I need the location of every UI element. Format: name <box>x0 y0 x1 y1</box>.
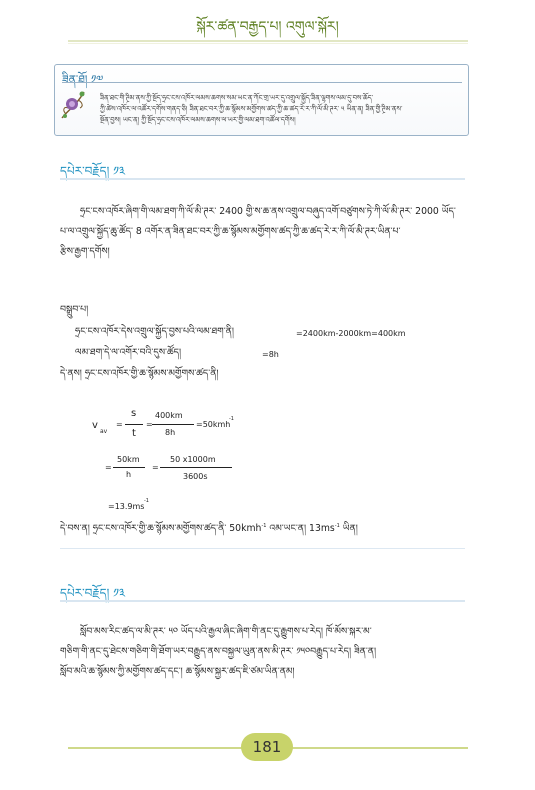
example-1-title: དཔེར་བརྗོད། ༡༣ <box>60 164 126 178</box>
conclusion-value-ms: 13ms <box>309 523 335 535</box>
formula-equals: = <box>116 420 123 429</box>
solution-step-1: ཧྲང་ངས་འཁོར་དེས་འགྲུལ་སྐྱོད་བྱས་པའི་ལམ་ཐག་ནི། <box>75 326 234 337</box>
example-2-divider <box>60 600 465 602</box>
formula-50km: 50km <box>117 455 140 464</box>
note-text <box>100 93 460 126</box>
header-divider-thin <box>68 43 468 44</box>
page-number: 181 <box>241 733 293 761</box>
note-label: ཟིན་ཐོ། ༡༧ <box>62 73 104 86</box>
solution-step-2: ལམ་ཐག་དེ་ལ་འགོར་བའི་དུས་ཚོད། <box>75 347 182 358</box>
running-header: སྐོར་ཚན་བརྒྱད་པ། འགུལ་སྐོར། <box>196 19 339 35</box>
formula-v: v <box>92 420 98 431</box>
formula-t: t <box>132 428 136 439</box>
formula-h: h <box>126 470 132 479</box>
formula-result-kmh: =50kmh <box>196 420 231 429</box>
example-1-divider <box>60 178 465 180</box>
formula-av-subscript: av <box>100 428 108 435</box>
note-line: ཀྱི་ཚེས་འཁོར་ལ་འཚོར་དགོས་གནད་ཅི། ཟིན་ཐང་བར་ཀྱི་ཆ་སྙོམས་མགྱོགས་ཚད་ཀྱི་ཆ་ཚད་རེ་ར་ཀི་ལོ་མི་ཊར་ ༥ ཡིན་ན། ཟིན་གྱི་ཊྲིམ་ནས་ <box>100 105 403 113</box>
formula-numerator: 50 x1000m <box>170 455 216 464</box>
conclusion-exponent: -1 <box>261 523 267 529</box>
fraction-bar <box>160 467 232 468</box>
formula-equals: = <box>152 463 159 472</box>
header-divider <box>68 40 468 42</box>
fraction-bar <box>125 424 143 425</box>
formula-equals: = <box>146 420 153 429</box>
conclusion-exponent: -1 <box>334 523 340 529</box>
example-1-line: པ་ལ་འགྲུལ་སྐྱོད་ཆུ་ཚོད་ 8 འགོར་ན་ཟིན་ཐང་བར་ཀྱི་ཆ་སྙོམས་མགྱོགས་ཚད་ཀྱི་ཆ་ཚད་རེ་ར་ཀི་ལོ་མི་ཊར་ཡིན་པ་ <box>60 226 401 237</box>
example-2-line: སློབ་མས་རིང་ཚད་ལ་མི་ཊར་ ༥༠ ཡོད་པའི་རྒྱལ་ཞིང་ཞིག་གི་ནང་དུ་རྒྱུགས་པ་རེད། ཁོ་མོས་སྐར་མ་ <box>80 626 372 637</box>
example-2-line: གཅིག་གི་ནང་དུ་ཐེངས་གཅིག་གི་ཐོག་ཡར་བརྒྱུད་ནས་བསྐྱལ་ཡུན་ནས་མི་ཊར་ ༡༥༠བརྒྱུད་པ་རེད། ཟིན་ན། <box>60 646 377 657</box>
formula-exponent: -1 <box>229 416 234 422</box>
example-1-end-divider <box>60 548 465 549</box>
solution-step-3: དེ་ནས། ཧྲང་ངས་འཁོར་གྱི་ཆ་སྙོམས་མགྱོགས་ཚད་ནི། <box>60 368 219 379</box>
example-1-line: ཧྲང་ངས་འཁོར་ཞིག་གི་ལམ་ཐག་ཀི་ལོ་མི་ཊར་ 2400 གྱི་ས་ཆ་ནས་འགྲུལ་བཞུད་འགོ་བཙུགས་ཏེ་ཀི་ལོ་མི་ཊར་ 2000 ཡོད་ <box>80 206 456 217</box>
conclusion-text: དེ་བས་ན། ཧྲང་ངས་འཁོར་གྱི་ཆ་སྙོམས་མགྱོགས་ཚད་ནི་ <box>60 523 227 535</box>
solution-step-1-value: =2400km-2000km=400km <box>296 329 406 338</box>
formula-400km: 400km <box>155 411 183 420</box>
solution-step-2-value: =8h <box>262 350 279 359</box>
fraction-bar <box>152 424 194 425</box>
example-2-title: དཔེར་བརྗོད། ༡༣ <box>60 586 126 600</box>
note-line: སྔོན་བྱས། ཡང་ན། ཀྱི་སྔོད་ཧྲང་ངས་འཁོར་ལམས་ཆགས་ལ་ཡར་གྱི་ལམ་ཐག་འཚོལ་དགོས། <box>100 116 296 124</box>
solution-label: བསྒྲུབ་པ། <box>60 304 89 315</box>
conclusion-text: འམ་ཡང་ན། <box>269 523 307 535</box>
note-line: ཟིན་ཐང་གི་ཊྲིམ་ནས་ཀྱི་སྔོད་ཧྲང་ངས་འཁོར་ལམས་ཆགས་སམ་ཡང་ན་ཀོང་གྲ་ཡར་དུ་འགྲུལ་སྐྱོད་ཟིན་ལྷགས་ལམ་དུ་བས་ཆོད་ <box>100 94 374 102</box>
example-1-line: རྩིས་རྒྱག་དགོས། <box>60 246 110 257</box>
formula-s: s <box>131 408 137 419</box>
fraction-bar <box>113 467 145 468</box>
formula-exponent: -1 <box>144 498 149 504</box>
note-label-divider <box>62 82 462 83</box>
formula-8h: 8h <box>165 428 176 437</box>
flower-ornament-icon <box>58 86 88 122</box>
conclusion-text: ཡིན། <box>342 523 358 535</box>
conclusion-value-kmh: 50kmh <box>229 523 262 535</box>
formula-result-ms: =13.9ms <box>108 502 145 511</box>
example-2-line: སློབ་མའི་ཆ་སྙོམས་ཀྱི་མགྱོགས་ཚད་དང་། ཆ་སྙོམས་སྐྱར་ཚད་ཇི་ཙམ་ཡིན་ནམ། <box>60 666 295 677</box>
formula-denominator: 3600s <box>183 472 208 481</box>
formula-equals: = <box>105 463 112 472</box>
example-1-conclusion <box>60 516 500 539</box>
